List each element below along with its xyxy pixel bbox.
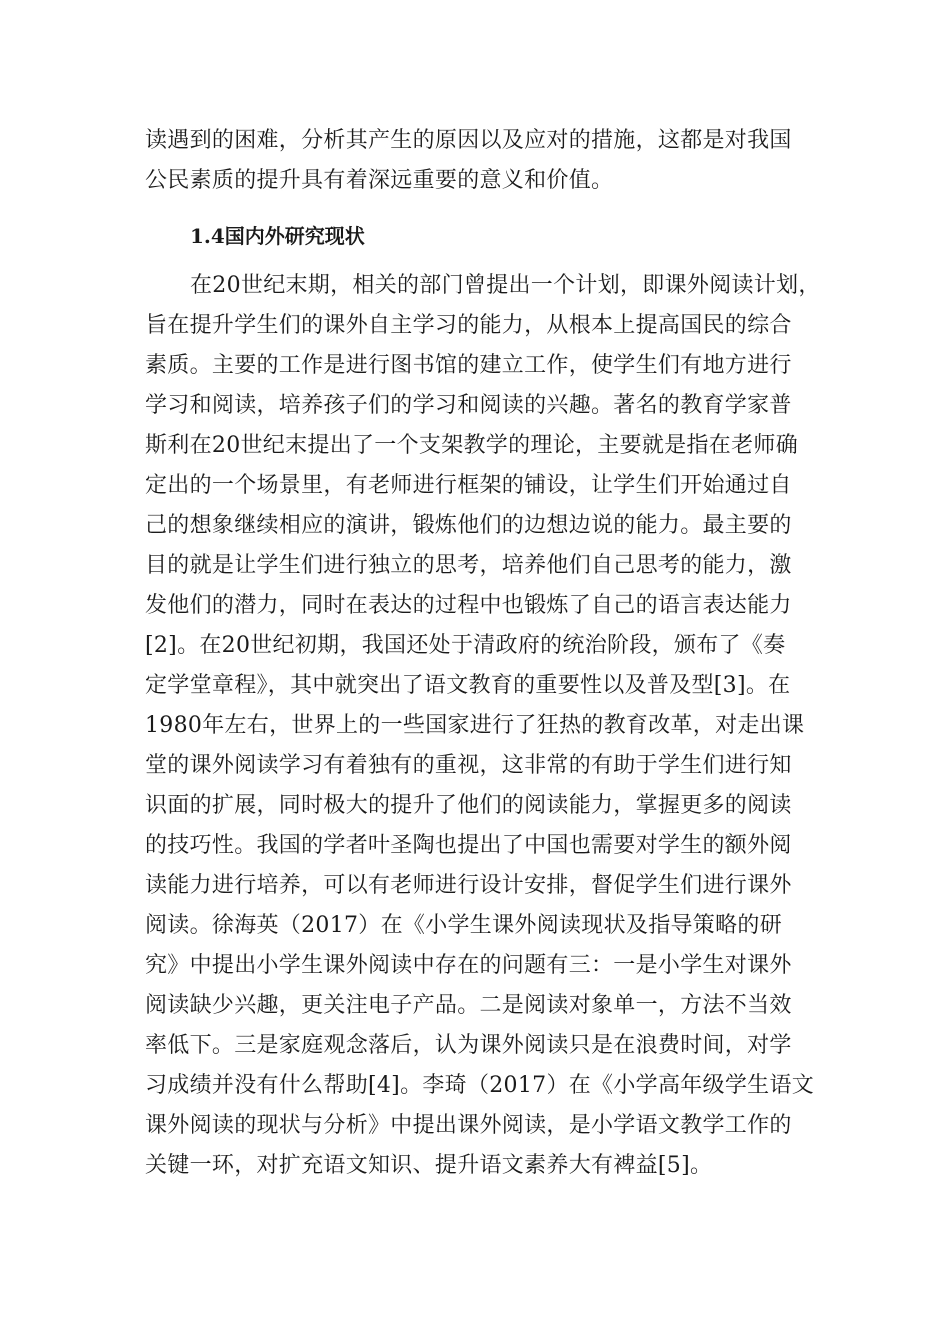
paragraph-line: 学习和阅读，培养孩子们的学习和阅读的兴趣。著名的教育学家普 [145, 393, 792, 418]
paragraph-line: 读能力进行培养，可以有老师进行设计安排，督促学生们进行课外 [145, 873, 792, 898]
paragraph-line: 习成绩并没有什么帮助[4]。李琦（2017）在《小学高年级学生语文 [145, 1073, 815, 1098]
paragraph-line: 斯利在20世纪末提出了一个支架教学的理论，主要就是指在老师确 [145, 433, 798, 458]
paragraph-line: 公民素质的提升具有着深远重要的意义和价值。 [145, 168, 614, 193]
paragraph-first-line: 在20世纪末期，相关的部门曾提出一个计划，即课外阅读计划， [190, 273, 821, 298]
paragraph-line: 识面的扩展，同时极大的提升了他们的阅读能力，掌握更多的阅读 [145, 793, 792, 818]
paragraph-line: 定学堂章程》，其中就突出了语文教育的重要性以及普及型[3]。在 [145, 673, 791, 698]
paragraph-line: 读遇到的困难，分析其产生的原因以及应对的措施，这都是对我国 [145, 128, 792, 153]
paragraph-line: 旨在提升学生们的课外自主学习的能力，从根本上提高国民的综合 [145, 313, 792, 338]
paragraph-line: 发他们的潜力，同时在表达的过程中也锻炼了自己的语言表达能力 [145, 593, 792, 618]
paragraph-line: 课外阅读的现状与分析》中提出课外阅读，是小学语文教学工作的 [145, 1113, 792, 1138]
paragraph-line: 己的想象继续相应的演讲，锻炼他们的边想边说的能力。最主要的 [145, 513, 792, 538]
paragraph-line: 究》中提出小学生课外阅读中存在的问题有三：一是小学生对课外 [145, 953, 792, 978]
paragraph-line: [2]。在20世纪初期，我国还处于清政府的统治阶段，颁布了《奏 [145, 633, 786, 658]
paragraph-line: 阅读缺少兴趣，更关注电子产品。二是阅读对象单一，方法不当效 [145, 993, 792, 1018]
section-heading: 1.4国内外研究现状 [190, 224, 365, 248]
paragraph-line: 率低下。三是家庭观念落后，认为课外阅读只是在浪费时间，对学 [145, 1033, 792, 1058]
paragraph-line: 目的就是让学生们进行独立的思考，培养他们自己思考的能力，激 [145, 553, 792, 578]
paragraph-line: 的技巧性。我国的学者叶圣陶也提出了中国也需要对学生的额外阅 [145, 833, 792, 858]
paragraph-line: 堂的课外阅读学习有着独有的重视，这非常的有助于学生们进行知 [145, 753, 792, 778]
paragraph-line: 1980年左右，世界上的一些国家进行了狂热的教育改革，对走出课 [145, 713, 805, 738]
paragraph-line: 阅读。徐海英（2017）在《小学生课外阅读现状及指导策略的研 [145, 913, 782, 938]
paragraph-line: 定出的一个场景里，有老师进行框架的铺设，让学生们开始通过自 [145, 473, 792, 498]
paragraph-line: 素质。主要的工作是进行图书馆的建立工作，使学生们有地方进行 [145, 353, 792, 378]
paragraph-last-line: 关键一环，对扩充语文知识、提升语文素养大有裨益[5]。 [145, 1153, 713, 1178]
